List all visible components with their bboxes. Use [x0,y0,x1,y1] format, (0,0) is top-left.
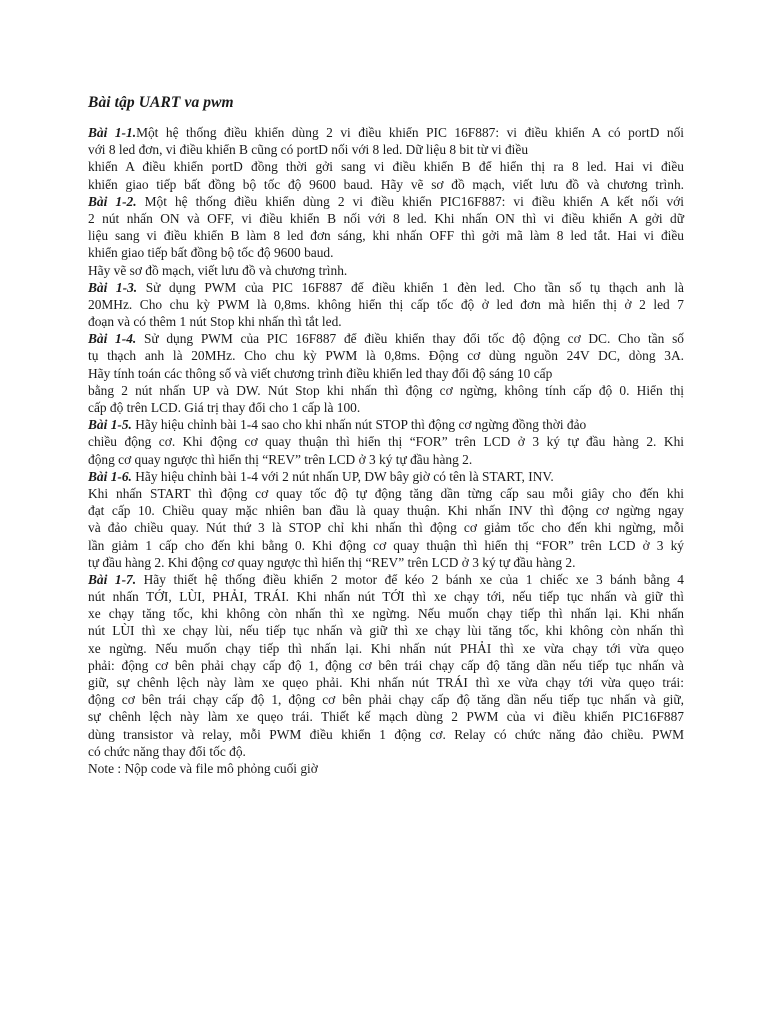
text-line [88,554,684,571]
line-text: xe chạy tăng tốc, khi không còn nhấn thì xe ngừng. Nếu muốn chạy tiếp thì nhấn lại. Khi nhấn [88,606,684,622]
line-text: sự chênh lệch này làm xe quẹo trái. Thiết kế mạch dùng 2 PWM của vi điều khiển PIC16F887 [88,709,684,725]
line-text: Hãy tính toán các thông số và viết chương trình điều khiển led thay đổi độ sáng 10 cấp [88,365,553,381]
text-line [88,485,684,502]
line-text: Hãy vẽ sơ đồ mạch, viết lưu đồ và chương trình. [88,262,348,278]
line-text: khiển A điều khiển portD đồng thời gởi sang vi điều khiển B để hiển thị ra 8 led. Hai vi điều [88,159,684,175]
document-body [88,124,684,777]
line-text: 2 nút nhấn ON và OFF, vi điều khiển B nối với 8 led. Khi nhấn ON thì vi điều khiển A gởi dữ [88,210,684,226]
text-line [88,210,684,227]
line-text: bằng 2 nút nhấn UP và DW. Nút Stop khi nhấn thì động cơ ngừng, không tính cấp độ 0. Hiển thị [88,382,684,398]
line-text: liệu sang vi điều khiển B làm 8 led đơn sáng, khi nhấn OFF thì gởi mã làm 8 led tắt. Hai vi điều [88,228,684,244]
line-text: xe ngừng. Nếu muốn chạy tiếp thì nhấn lại. Khi nhấn nút PHẢI thì xe vừa chạy tới vừa quẹo [88,640,684,656]
line-text: lần giảm 1 cấp cho đến khi bằng 0. Khi động cơ quay thuận thì hiển thị “FOR” trên LCD ở 3 ký [88,537,684,553]
exercise-label: Bài 1-3. [88,279,138,295]
text-line [88,726,684,743]
exercise-label: Bài 1-7. [88,571,137,587]
line-text: tụ thạch anh là 20MHz. Cho chu kỳ PWM là 0,8ms. Động cơ dùng nguồn 24V DC, dòng 3A. [88,348,684,364]
line-text: Một hệ thống điều khiển dùng 2 vi điều khiển PIC16F887: vi điều khiển A kết nối với [136,193,684,209]
line-text: có chức năng thay đổi tốc độ. [88,743,246,759]
line-text: động cơ quay ngược thì hiển thị “REV” trên LCD ở 3 ký tự đầu hàng 2. [88,451,473,467]
text-line [88,330,684,347]
line-text: Note : Nộp code và file mô phỏng cuối giờ [88,760,318,776]
line-text: 20MHz. Cho chu kỳ PWM là 0,8ms. không hiển thị cấp tốc độ ở led đơn mà hiển thị ở 2 led 7 [88,296,684,312]
text-line [88,433,684,450]
text-line [88,605,684,622]
line-text: Sử dụng PWM của PIC 16F887 để điều khiển thay đổi tốc độ động cơ DC. Cho tần số [136,331,684,347]
text-line [88,193,684,210]
text-line [88,176,684,193]
text-line [88,571,684,588]
text-line [88,365,684,382]
line-text: đoạn và có thêm 1 nút Stop khi nhấn thì tắt led. [88,314,342,330]
text-line [88,416,684,433]
text-line [88,674,684,691]
exercise-label: Bài 1-1. [88,125,137,140]
line-text: giữ, sự chênh lệch này làm xe quẹo phải. Khi nhấn nút TRÁI thì xe vừa chạy tới vừa quẹo trái: [88,675,684,690]
line-text: với 8 led đơn, vi điều khiển B cũng có portD nối với 8 led. Dữ liệu 8 bit từ vi điều [88,142,529,158]
line-text: cấp độ trên LCD. Giá trị thay đổi cho 1 cấp là 100. [88,400,361,415]
line-text: đạt cấp 10. Chiều quay mặc nhiên ban đầu là quay thuận. Khi nhấn INV thì động cơ ngừng ngay [88,503,684,519]
text-line [88,451,684,468]
line-text: tự đầu hàng 2. Khi động cơ quay ngược thì hiển thị “REV” trên LCD ở 3 ký tự đầu hàng 2. [88,554,576,570]
text-line [88,657,684,674]
line-text: nút LÙI thì xe chạy lùi, nếu tiếp tục nhấn và giữ thì xe chạy lùi tăng tốc, khi không còn nhấn thì [88,623,684,639]
line-text: Sử dụng PWM của PIC 16F887 để điều khiển 1 đèn led. Cho tần số tụ thạch anh là [137,279,684,295]
text-line [88,347,684,364]
text-line [88,622,684,639]
text-line [88,313,684,330]
text-line [88,691,684,708]
exercise-label: Bài 1-4. [88,331,137,347]
text-line [88,382,684,399]
text-line [88,743,684,760]
line-text: khiển giao tiếp bất đồng bộ tốc độ 9600 baud. [88,245,334,261]
exercise-label: Bài 1-6. [88,468,132,484]
line-text: và đảo chiều quay. Nút thứ 3 là STOP chỉ khi nhấn thì động cơ giảm tốc cho đến khi ngừng, mỗi [88,520,684,536]
text-line [88,244,684,261]
text-line [88,708,684,725]
text-line [88,158,684,175]
line-text: chiều động cơ. Khi động cơ quay thuận thì hiển thị “FOR” trên LCD ở 3 ký tự đầu hàng 2. Khi [88,434,684,450]
text-line [88,227,684,244]
line-text: phải: động cơ bên phải chạy cấp độ 1, động cơ bên trái chạy cấp độ tăng dần nếu tiếp tục nhấn và [88,657,684,673]
text-line [88,537,684,554]
text-line [88,588,684,605]
text-line [88,262,684,279]
line-text: Khi nhấn START thì động cơ quay tốc độ tự động tăng dần từng cấp sau mỗi giây cho đến khi [88,485,684,501]
text-line [88,519,684,536]
line-text: Một hệ thống điều khiển dùng 2 vi điều khiển PIC 16F887: vi điều khiển A có portD nối [136,125,684,140]
text-line [88,502,684,519]
line-text: dùng transistor và relay, mỗi PWM điều khiển 1 động cơ. Relay có chức năng đảo chiều. PWM [88,726,684,742]
document-title: Bài tập UART va pwm [88,94,234,111]
line-text: Hãy hiệu chỉnh bài 1-4 sao cho khi nhấn nút STOP thì động cơ ngừng đồng thời đảo [131,417,587,433]
text-line [88,141,684,158]
exercise-label: Bài 1-5. [88,417,132,433]
line-text: nút nhấn TỚI, LÙI, PHẢI, TRÁI. Khi nhấn nút TỚI thì xe chạy tới, nếu tiếp tục nhấn và giữ thì [88,589,684,605]
text-line [88,760,684,777]
text-line [88,468,684,485]
line-text: động cơ bên trái chạy cấp độ 1, động cơ bên phải chạy cấp độ tăng dần nếu tiếp tục nhấn và giữ, [88,692,684,708]
text-line [88,296,684,313]
line-text: Hãy thiết hệ thống điều khiển 2 motor để kéo 2 bánh xe của 1 chiếc xe 3 bánh bằng 4 [136,571,684,587]
line-text: khiển giao tiếp bất đồng bộ tốc độ 9600 baud. Hãy vẽ sơ đồ mạch, viết lưu đồ và chương trình. [88,176,684,192]
exercise-label: Bài 1-2. [88,193,137,209]
text-line [88,640,684,657]
text-line [88,124,684,141]
text-line [88,399,684,416]
text-line [88,279,684,296]
line-text: Hãy hiệu chỉnh bài 1-4 với 2 nút nhấn UP, DW bây giờ có tên là START, INV. [131,468,554,484]
